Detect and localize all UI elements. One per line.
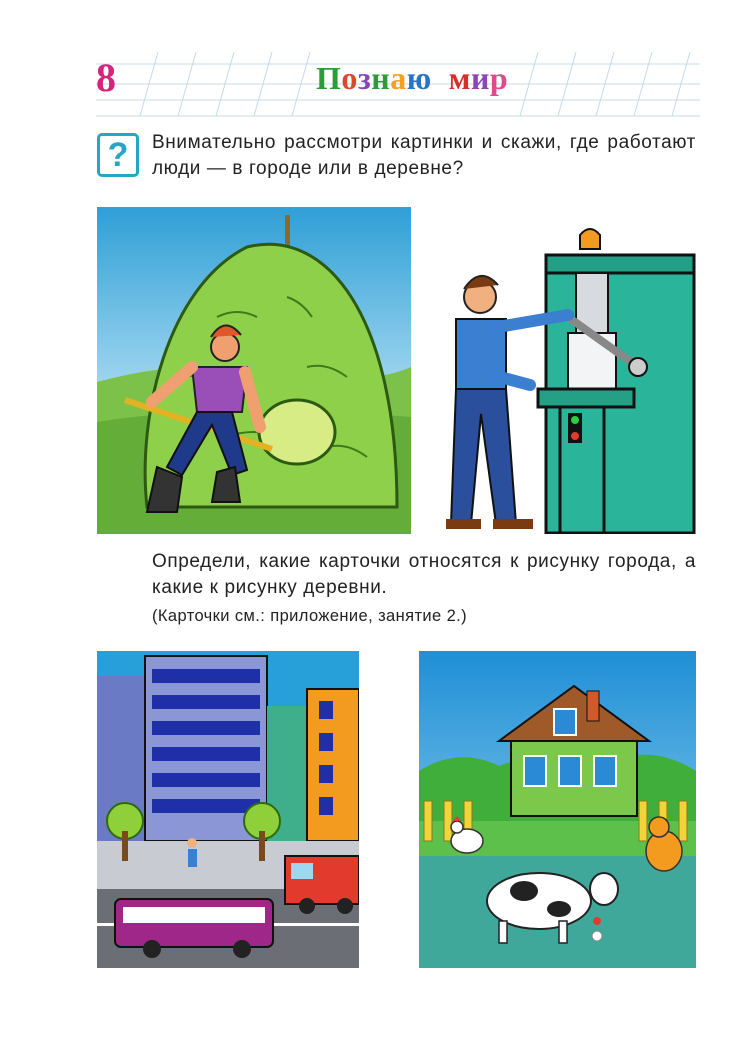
title-letter: о [341,60,358,96]
title-letter [432,60,449,96]
title-letter: н [371,60,391,96]
village-haystack-illustration [97,207,411,534]
village-house-illustration [419,651,696,968]
title-letter: П [316,60,342,96]
instruction-text: Определи, какие карточки относятся к рисунку города, а какие к рисунку деревни. [152,551,696,598]
title-letter: и [470,60,490,96]
question-icon: ? [97,133,139,177]
title-letter: м [448,60,471,96]
title-letter: з [357,60,372,96]
question-text: Внимательно рассмотри картинки и скажи, где работают люди — в городе или в деревне? [152,132,696,179]
page-title [316,62,508,94]
title-letter: р [489,60,509,96]
title-letter: а [390,60,407,96]
appendix-note: (Карточки см.: приложение, занятие 2.) [152,607,468,625]
city-factory-illustration [438,227,696,534]
title-letter: ю [406,60,432,96]
page-number: 8 [96,55,116,100]
city-street-illustration [97,651,359,968]
